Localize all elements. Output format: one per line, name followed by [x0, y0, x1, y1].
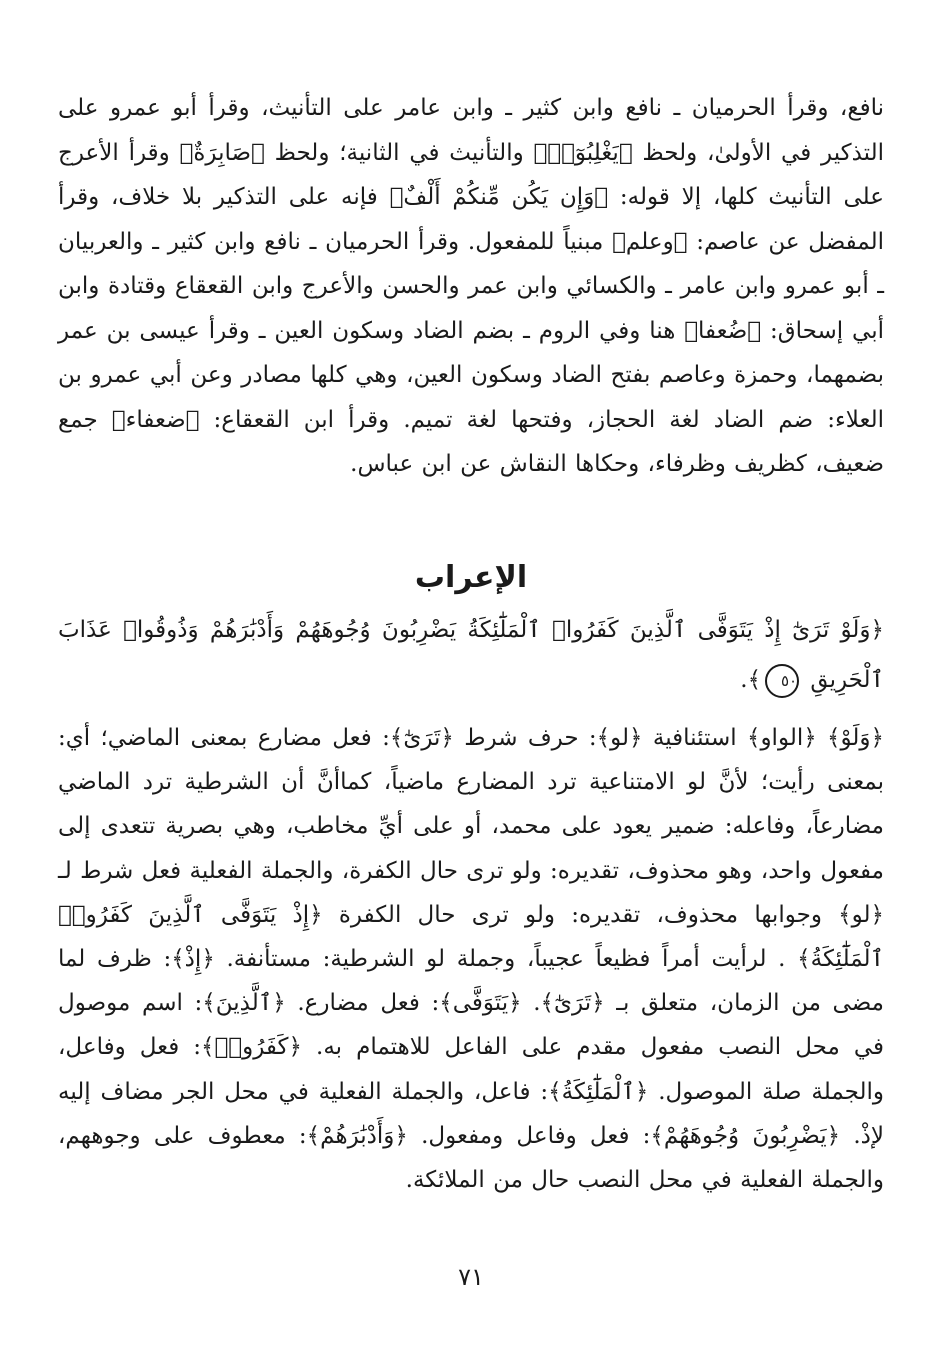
page-number: ٧١ — [458, 1263, 484, 1291]
verse-closing: ﴾. — [740, 667, 762, 693]
quran-verse — [58, 605, 884, 705]
section-heading: الإعراب — [414, 560, 528, 595]
readings-paragraph: نافع، وقرأ الحرميان ـ نافع وابن كثير ـ وابن عامر على التأنيث، وقرأ أبو عمرو على التذكير في الأولىٰ، ولحظ ﴿يَغْلِبُوٓا۟﴾ والتأنيث في الثانية؛ ولحظ ﴿صَابِرَةٌ﴾ وقرأ الأعرج على التأنيث كلها، إلا قوله: ﴿وَإِن يَكُن مِّنكُمْ أَلْفٌ﴾ فإنه على التذكير بلا خلاف، وقرأ المفضل عن عاصم: ﴿وعلم﴾ مبنياً للمفعول. وقرأ الحرميان ـ نافع وابن كثير ـ والعربيان ـ أبو عمرو وابن عامر ـ والكسائي وابن عمر والحسن والأعرج وابن القعقاع وقتادة وابن أبي إسحاق: ﴿ضُعفا﴾ هنا وفي الروم ـ بضم الضاد وسكون العين ـ وقرأ عيسى بن عمر بضمهما، وحمزة وعاصم بفتح الضاد وسكون العين، وهي كلها مصادر وعن أبي عمرو بن العلاء: ضم الضاد لغة الحجاز، وفتحها لغة تميم. وقرأ ابن القعقاع: ﴿ضعفاء﴾ جمع ضعيف، كظريف وظرفاء، وحكاها النقاش عن ابن عباس. — [58, 95, 884, 477]
verse-text: ﴿وَلَوْ تَرَىٰٓ إِذْ يَتَوَفَّى ٱلَّذِينَ كَفَرُوا۟ ٱلْمَلَٰٓئِكَةُ يَضْرِبُونَ وُجُوهَهُمْ وَأَدْبَٰرَهُمْ وَذُوقُوا۟ عَذَابَ ٱلْحَرِيقِ — [58, 617, 884, 693]
irab-paragraph: ﴿وَلَوْ﴾ ﴿الواو﴾ استئنافية ﴿لو﴾: حرف شرط ﴿تَرَىٰٓ﴾: فعل مضارع بمعنى الماضي؛ أي: بمعنى رأيت؛ لأنَّ لو الامتناعية ترد المضارع ماضياً، كماأنَّ أن الشرطية ترد الماضي مضارعاً، وفاعله: ضمير يعود على محمد، أو على أيِّ مخاطب، وهي بصرية تتعدى إلى مفعول واحد، وهو محذوف، تقديره: ولو ترى حال الكفرة، والجملة الفعلية فعل شرط لـ ﴿لو﴾ وجوابها محذوف، تقديره: ولو ترى حال الكفرة ﴿إِذْ يَتَوَفَّى ٱلَّذِينَ كَفَرُوا۟ ٱلْمَلَٰٓئِكَةُ﴾ . لرأيت أمراً فظيعاً عجيباً، وجملة لو الشرطية: مستأنفة. ﴿إِذْ﴾: ظرف لما مضى من الزمان، متعلق بـ ﴿تَرَىٰٓ﴾. ﴿يَتَوَفَّى﴾: فعل مضارع. ﴿ٱلَّذِينَ﴾: اسم موصول في محل النصب مفعول مقدم على الفاعل للاهتمام به. ﴿كَفَرُوا۟﴾: فعل وفاعل، والجملة صلة الموصول. ﴿ٱلْمَلَٰٓئِكَةُ﴾: فاعل، والجملة الفعلية في محل الجر مضاف إليه لإذْ. ﴿يَضْرِبُونَ وُجُوهَهُمْ﴾: فعل وفاعل ومفعول. ﴿وَأَدْبَٰرَهُمْ﴾: معطوف على وجوههم، والجملة الفعلية في محل النصب حال من الملائكة. — [58, 725, 884, 1194]
verse-number-marker: ٥٠ — [765, 664, 799, 698]
